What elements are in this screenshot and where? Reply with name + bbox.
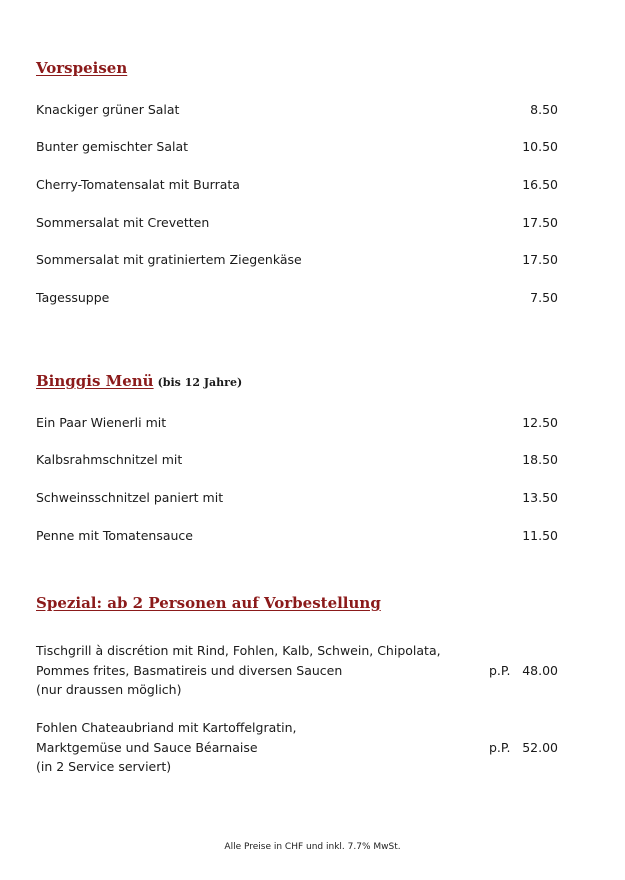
special-item [36, 718, 558, 778]
item-name: Schweinsschnitzel paniert mit [36, 490, 224, 505]
item-name: Penne mit Tomatensauce [36, 528, 193, 543]
description-line: Marktgemüse und Sauce Béarnaise [36, 739, 258, 755]
price-footnote: Alle Preise in CHF und inkl. 7.7% MwSt. [224, 842, 401, 852]
item-name: Cherry-Tomatensalat mit Burrata [36, 177, 240, 192]
per-person-label: p.P. [489, 739, 511, 755]
item-price: 18.50 [522, 452, 558, 467]
section-title-spezial: Spezial: ab 2 Personen auf Vorbestellung [36, 594, 381, 612]
item-price: 11.50 [522, 528, 558, 543]
item-name: Ein Paar Wienerli mit [36, 415, 167, 430]
item-price: 10.50 [522, 139, 558, 154]
item-price: 12.50 [522, 415, 558, 430]
description-line: (in 2 Service serviert) [36, 759, 172, 774]
item-name: Sommersalat mit gratiniertem Ziegenkäse [36, 252, 302, 267]
description-line: (nur draussen möglich) [36, 682, 182, 697]
item-price: 16.50 [522, 177, 558, 192]
item-name: Sommersalat mit Crevetten [36, 215, 210, 230]
item-description [36, 641, 441, 700]
item-price: 52.00 [522, 739, 558, 755]
description-line: Pommes frites, Basmatireis und diversen Saucen [36, 662, 343, 678]
item-name: Kalbsrahmschnitzel mit [36, 452, 183, 467]
item-price: 17.50 [522, 215, 558, 230]
item-description [36, 718, 297, 777]
section-title-vorspeisen: Vorspeisen [36, 59, 128, 77]
description-line: Tischgrill à discrétion mit Rind, Fohlen, Kalb, Schwein, Chipolata, [36, 643, 441, 658]
item-price: 48.00 [522, 662, 558, 678]
description-line: Fohlen Chateaubriand mit Kartoffelgratin, [36, 720, 297, 735]
item-price: 13.50 [522, 490, 558, 505]
item-price: 7.50 [530, 290, 558, 305]
item-name: Tagessuppe [36, 290, 110, 305]
item-name: Bunter gemischter Salat [36, 139, 189, 154]
per-person-label: p.P. [489, 662, 511, 678]
item-name: Knackiger grüner Salat [36, 102, 180, 117]
age-note: (bis 12 Jahre) [157, 376, 243, 389]
section-title-binggis [36, 372, 242, 390]
item-price: 17.50 [522, 252, 558, 267]
binggis-title: Binggis Menü [36, 372, 154, 390]
item-price: 8.50 [530, 102, 558, 117]
special-item [36, 641, 558, 701]
